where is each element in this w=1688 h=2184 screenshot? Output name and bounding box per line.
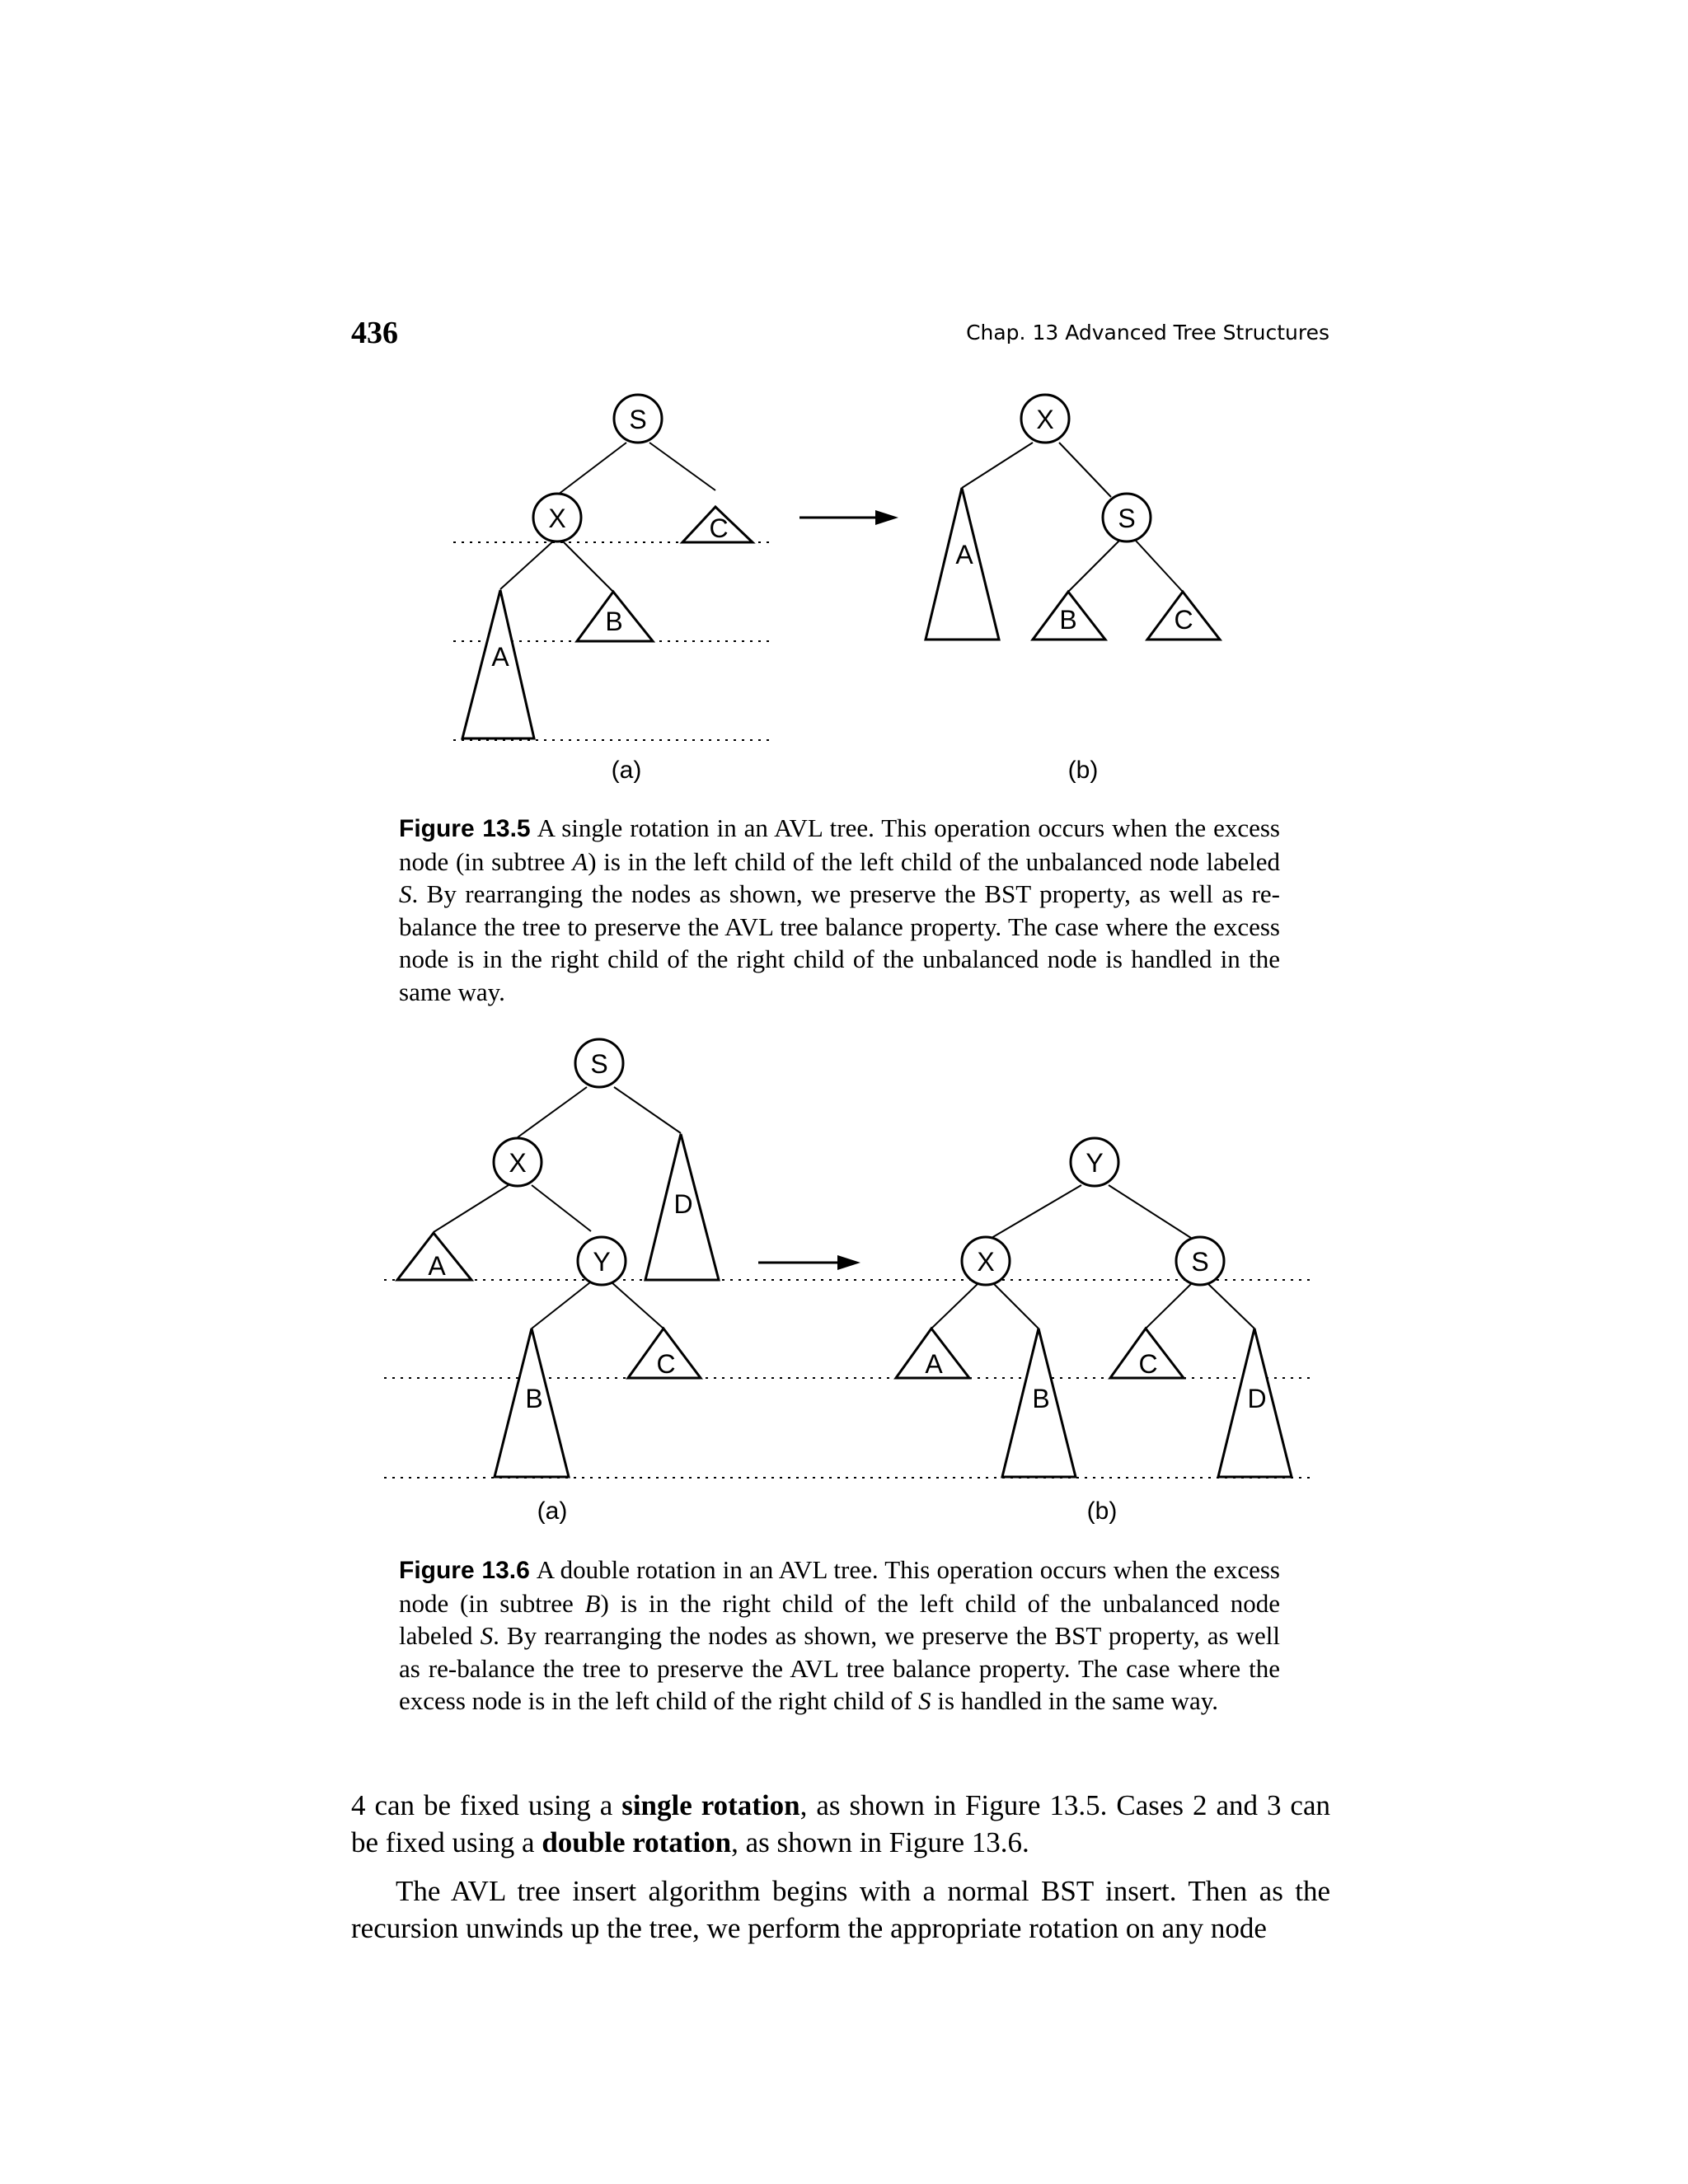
tree-edge bbox=[931, 1284, 978, 1329]
caption-subtree-ref: B bbox=[584, 1588, 601, 1618]
caption-node-ref: S bbox=[918, 1686, 931, 1715]
figure-number: Figure 13.5 bbox=[399, 815, 531, 842]
body-text bbox=[351, 1787, 1330, 1947]
paragraph: The AVL tree insert algorithm begins with a normal BST insert. Then as the recursion unwinds up the tree, we perform the appropriate rotation on any node bbox=[351, 1875, 1330, 1944]
tree-edge bbox=[1208, 1284, 1254, 1329]
caption-text: . By rearranging the nodes as shown, we preserve the BST property, as well as re-balance the tree to preserve the AVL tree balance property. The case where the excess node is in the right child of the right child of the unbalanced node is handled in the same way. bbox=[399, 879, 1280, 1006]
figure-13-6-caption bbox=[399, 1554, 1280, 1718]
subtree-label: C bbox=[1138, 1349, 1158, 1379]
tree-edge bbox=[994, 1284, 1039, 1329]
subtree-label: B bbox=[1059, 605, 1077, 635]
caption-node-ref: S bbox=[399, 879, 412, 908]
subtree-label: D bbox=[673, 1189, 693, 1219]
term-single-rotation: single rotation bbox=[621, 1789, 800, 1821]
node-label: Y bbox=[593, 1247, 611, 1277]
subtree-label: A bbox=[955, 540, 973, 569]
running-head: Chap. 13 Advanced Tree Structures bbox=[966, 321, 1329, 344]
tree-edge bbox=[992, 1185, 1081, 1238]
subtree-label: C bbox=[656, 1349, 676, 1379]
tree-edge bbox=[1109, 1185, 1191, 1238]
caption-subtree-ref: A bbox=[572, 846, 588, 876]
body-span: , as shown in Figure 13.6. bbox=[731, 1826, 1029, 1858]
caption-text: ) is in the left child of the left child of the unbalanced node labeled bbox=[588, 846, 1280, 876]
subfigure-label-a: (a) bbox=[611, 757, 642, 784]
subtree-label: B bbox=[1032, 1384, 1050, 1413]
node-label: S bbox=[1118, 504, 1136, 533]
node-label: X bbox=[548, 504, 566, 533]
tree-edge bbox=[1146, 1284, 1191, 1329]
caption-node-ref: S bbox=[480, 1621, 494, 1650]
node-label: X bbox=[1036, 405, 1054, 434]
subtree-label: A bbox=[428, 1251, 446, 1281]
caption-text: ) is in the right child of the left child of the unbalanced node labeled bbox=[399, 1588, 1280, 1650]
subfigure-label-b: (b) bbox=[1067, 757, 1099, 784]
page-number: 436 bbox=[351, 316, 398, 350]
subtree-label: A bbox=[491, 642, 509, 672]
caption-text: . By rearranging the nodes as shown, we preserve the BST property, as well as re-balance the tree to preserve the AVL tree balance property. The case where the excess node is in the left child of the right child of bbox=[399, 1621, 1280, 1715]
caption-text: is handled in the same way. bbox=[931, 1686, 1219, 1715]
node-label: X bbox=[509, 1148, 527, 1178]
subfigure-label-b: (b) bbox=[1086, 1497, 1118, 1525]
subtree-label: C bbox=[709, 513, 729, 543]
subtree-label: D bbox=[1247, 1384, 1267, 1413]
node-label: S bbox=[1191, 1247, 1209, 1277]
node-label: S bbox=[590, 1049, 608, 1079]
subtree-label: A bbox=[925, 1349, 943, 1379]
tree-edge bbox=[532, 1185, 591, 1231]
tree-edge bbox=[434, 1185, 509, 1232]
caption-text: A double rotation in an AVL tree. This operation occurs when the excess node (in subtree bbox=[399, 1555, 1280, 1618]
caption-text: A single rotation in an AVL tree. This operation occurs when the excess node (in subtree bbox=[399, 813, 1280, 876]
arrow-head bbox=[837, 1255, 860, 1270]
tree-edge bbox=[612, 1282, 663, 1329]
node-label: S bbox=[629, 405, 647, 434]
subfigure-label-a: (a) bbox=[537, 1497, 568, 1525]
body-span: 4 can be fixed using a bbox=[351, 1789, 622, 1821]
tree-edge bbox=[532, 1282, 590, 1329]
term-double-rotation: double rotation bbox=[542, 1826, 732, 1858]
subtree-label: B bbox=[525, 1384, 543, 1413]
tree-edge bbox=[614, 1087, 681, 1133]
subtree-label: C bbox=[1174, 605, 1193, 635]
node-label: Y bbox=[1085, 1148, 1104, 1178]
subtree-label: B bbox=[605, 607, 623, 636]
paragraph bbox=[351, 1787, 1330, 1861]
tree-edge bbox=[518, 1087, 587, 1137]
body-span: , as shown in Figure 13.5. Cases 2 and 3 can be fixed using a bbox=[351, 1789, 1330, 1858]
figure-number: Figure 13.6 bbox=[399, 1557, 530, 1584]
node-label: X bbox=[977, 1247, 995, 1277]
